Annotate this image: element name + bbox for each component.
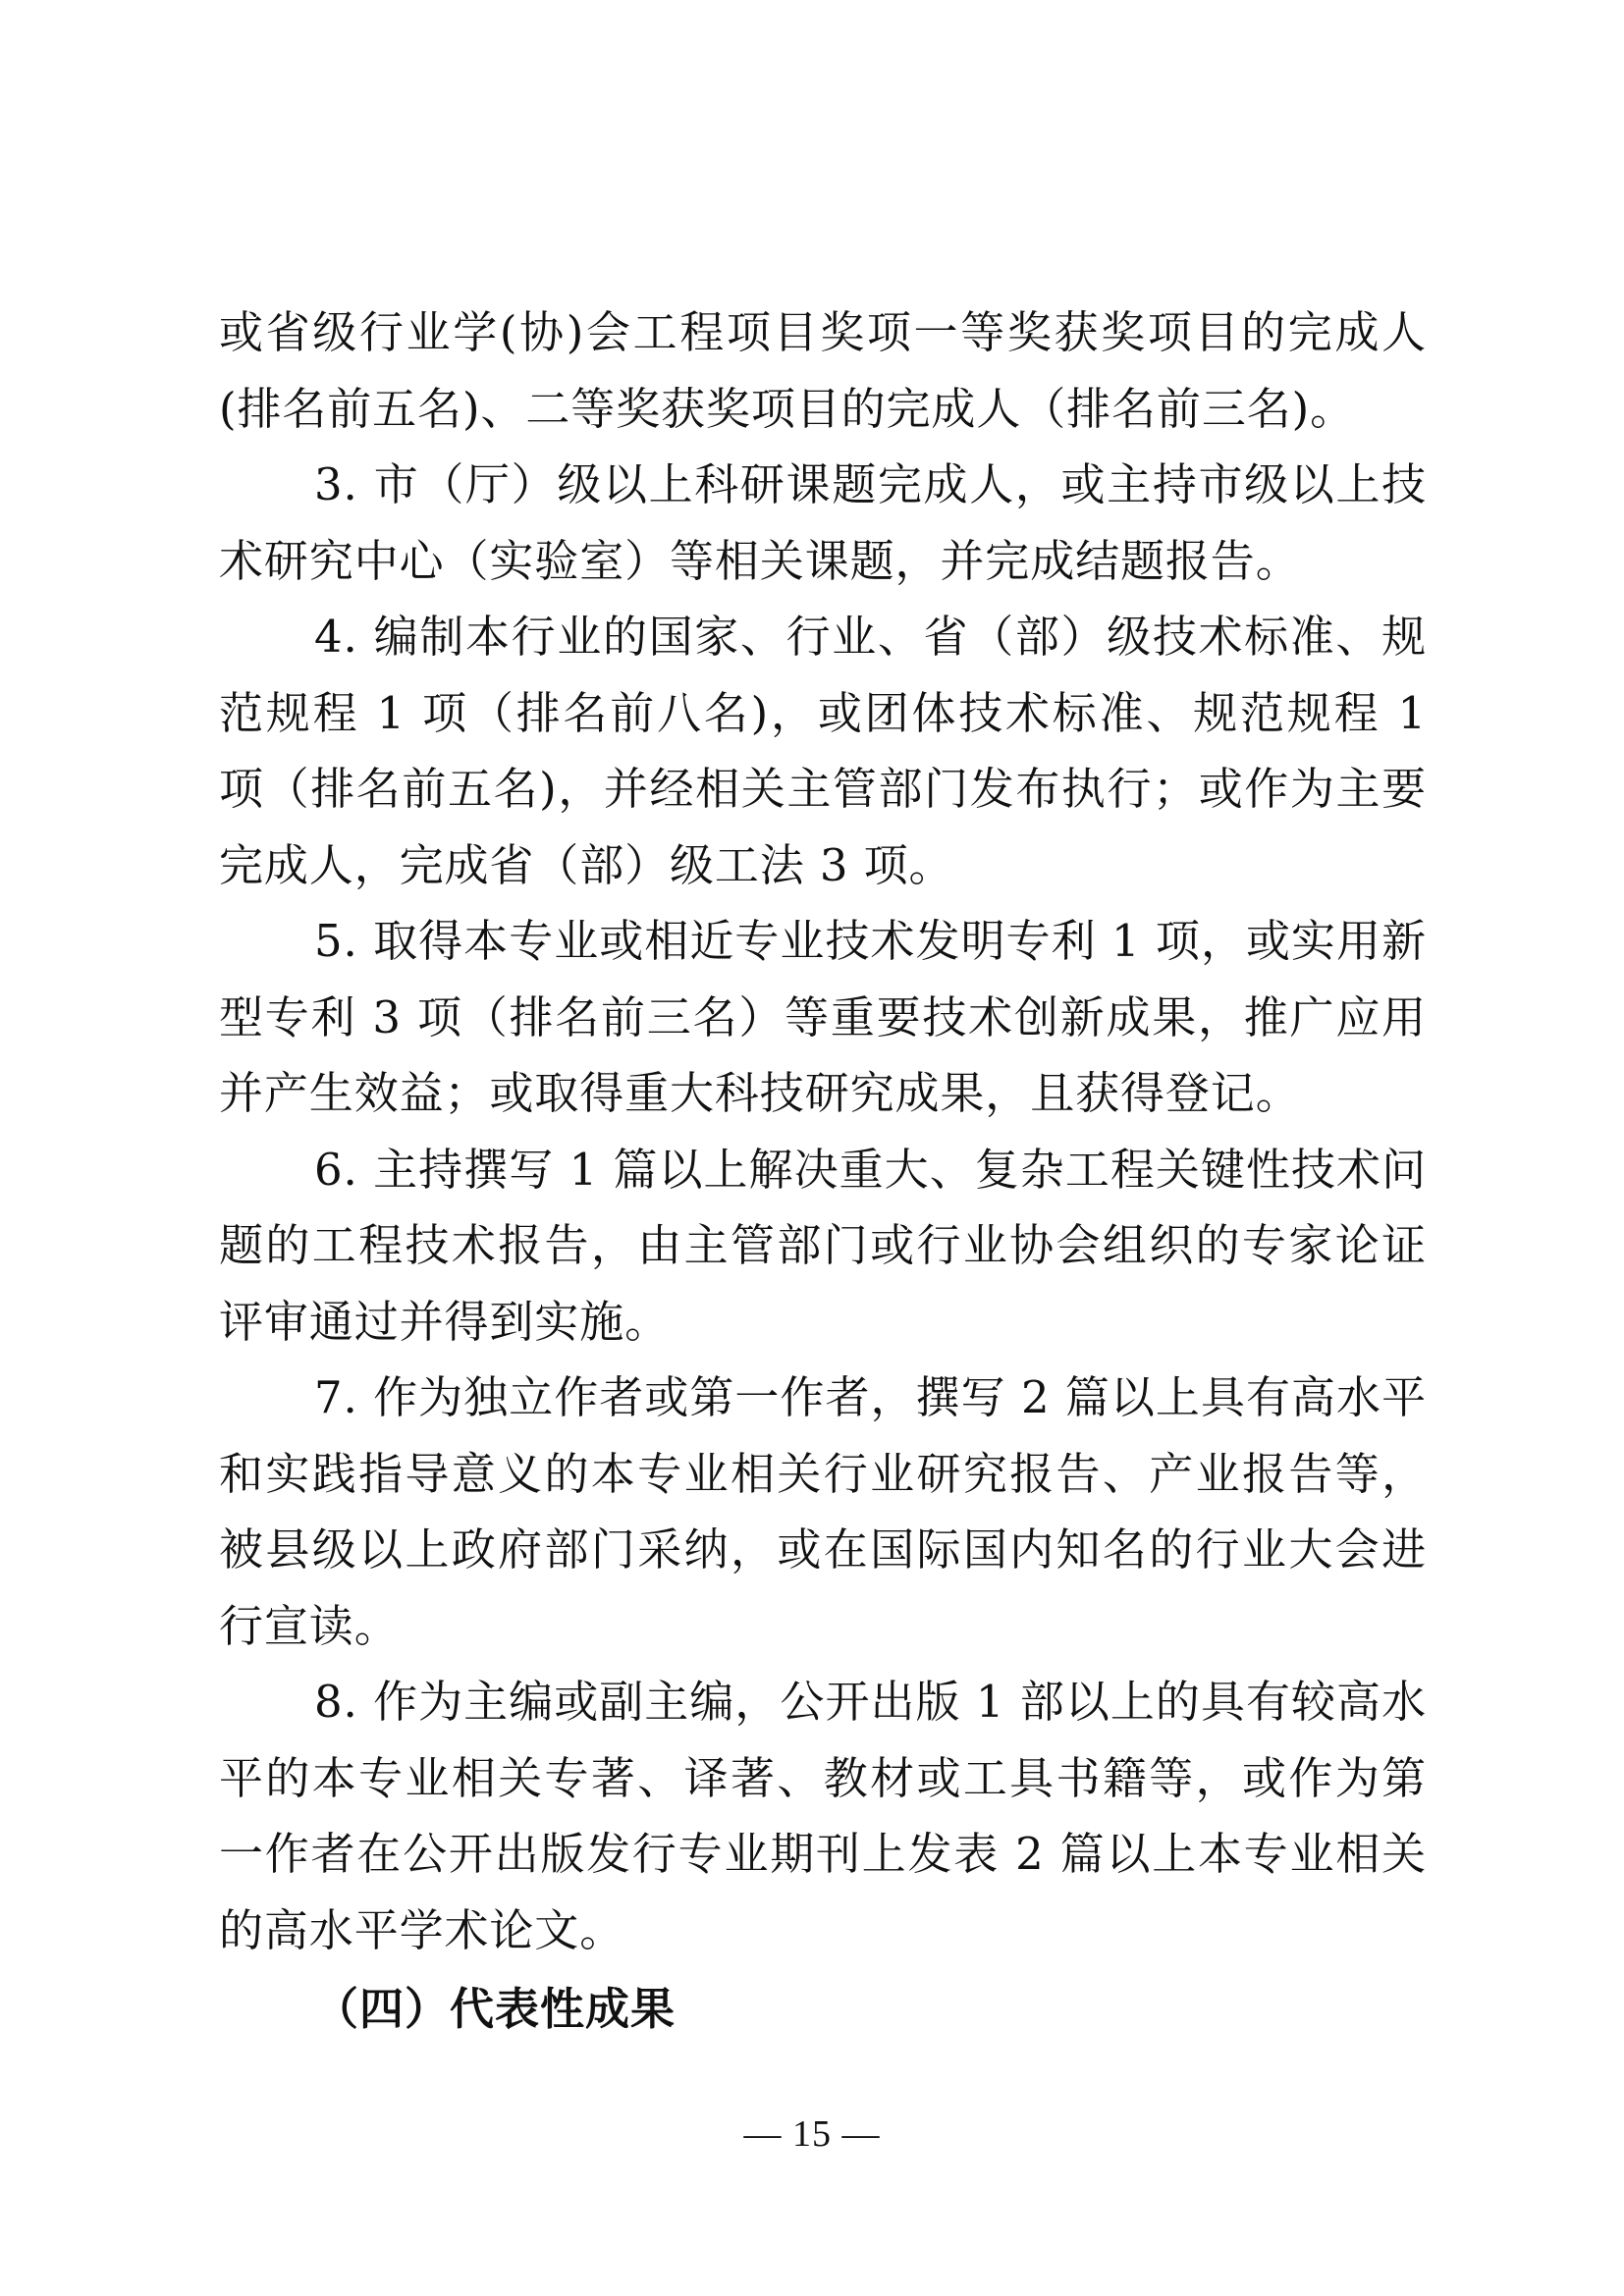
paragraph-item-7: 7. 作为独立作者或第一作者，撰写 2 篇以上具有高水平和实践指导意义的本专业相关行业研究报告、产业报告等，被县级以上政府部门采纳，或在国际国内知名的行业大会进行宣读。 bbox=[219, 1371, 1427, 1652]
paragraph-item-5: 5. 取得本专业或相近专业技术发明专利 1 项，或实用新型专利 3 项（排名前三名）等重要技术创新成果，推广应用并产生效益；或取得重大科技研究成果，且获得登记。 bbox=[219, 915, 1427, 1119]
body-text bbox=[219, 294, 1427, 2048]
paragraph-item-4: 4. 编制本行业的国家、行业、省（部）级技术标准、规范规程 1 项（排名前八名)，或团体技术标准、规范规程 1 项（排名前五名)，并经相关主管部门发布执行；或作为主要完成人，完成省（部）级工法 3 项。 bbox=[219, 611, 1427, 891]
paragraph-item-8: 8. 作为主编或副主编，公开出版 1 部以上的具有较高水平的本专业相关专著、译著、教材或工具书籍等，或作为第一作者在公开出版发行专业期刊上发表 2 篇以上本专业相关的高水平学术论文。 bbox=[219, 1676, 1427, 1956]
paragraph-item-6: 6. 主持撰写 1 篇以上解决重大、复杂工程关键性技术问题的工程技术报告，由主管部门或行业协会组织的专家论证评审通过并得到实施。 bbox=[219, 1143, 1427, 1348]
page-number: — 15 — bbox=[743, 2113, 881, 2155]
paragraph-item-3: 3. 市（厅）级以上科研课题完成人，或主持市级以上技术研究中心（实验室）等相关课题，并完成结题报告。 bbox=[219, 458, 1427, 587]
paragraph-award-continuation: 或省级行业学(协)会工程项目奖项一等奖获奖项目的完成人(排名前五名)、二等奖获奖项目的完成人（排名前三名)。 bbox=[219, 306, 1427, 435]
section-heading: （四）代表性成果 bbox=[314, 1983, 677, 2035]
